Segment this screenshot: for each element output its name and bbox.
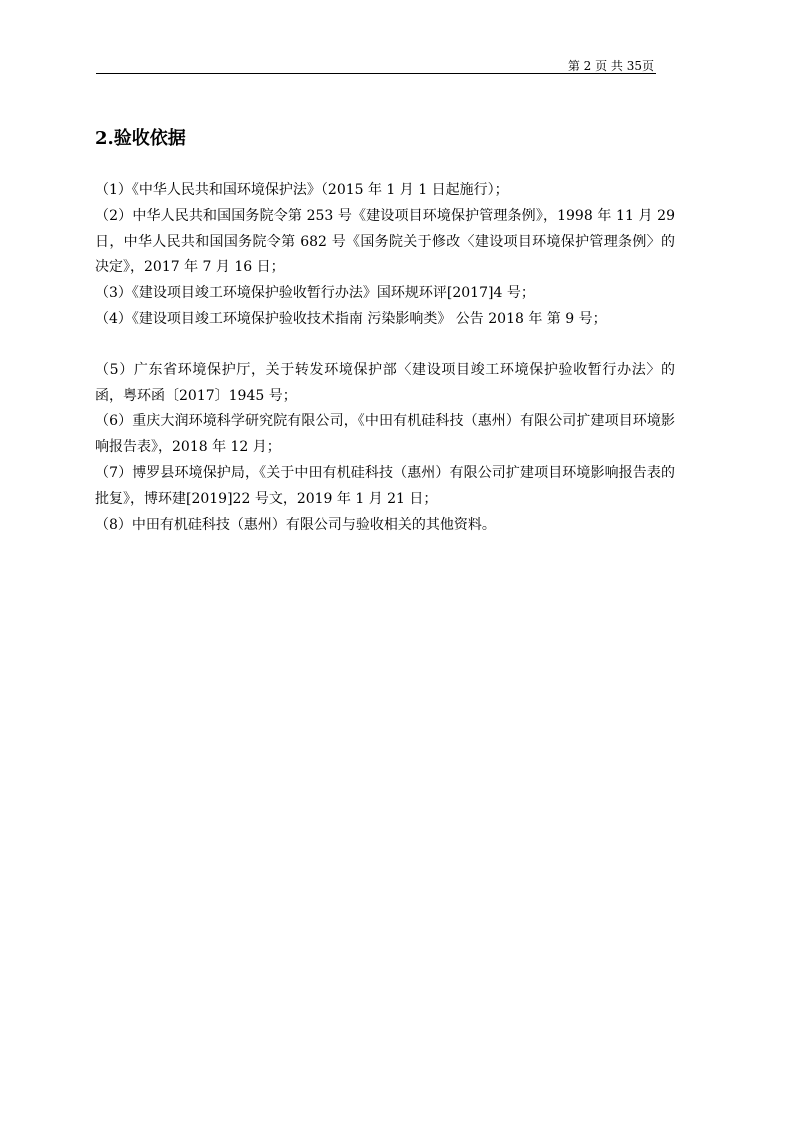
basis-item-5: （5）广东省环境保护厅，关于转发环境保护部〈建设项目竣工环境保护验收暂行办法〉的函，粤环函〔2017〕1945 号； <box>95 361 675 404</box>
basis-item-7: （7）博罗县环境保护局，《关于中田有机硅科技（惠州）有限公司扩建项目环境影响报告表的批复》，博环建[2019]22 号文，2019 年 1 月 21 日； <box>95 464 675 507</box>
acceptance-basis-list <box>95 178 675 538</box>
section-title: 2.验收依据 <box>95 128 186 149</box>
basis-item-2: （2）中华人民共和国国务院令第 253 号《建设项目环境保护管理条例》，1998 年 11 月 29 日，中华人民共和国国务院令第 682 号《国务院关于修改〈建设项目环境保护管理条例〉的决定》，2017 年 7 月 16 日； <box>95 207 675 276</box>
basis-item-6: （6）重庆大润环境科学研究院有限公司，《中田有机硅科技（惠州）有限公司扩建项目环境影响报告表》，2018 年 12 月； <box>95 413 675 456</box>
header-divider <box>96 73 656 74</box>
paragraph-gap <box>95 333 675 358</box>
basis-item-1: （1）《中华人民共和国环境保护法》（2015 年 1 月 1 日起施行）； <box>95 182 509 198</box>
page-number-header: 第 2 页 共 35页 <box>567 59 654 73</box>
basis-item-4: （4）《建设项目竣工环境保护验收技术指南 污染影响类》 公告 2018 年 第 9 号； <box>95 310 607 327</box>
basis-item-3: （3）《建设项目竣工环境保护验收暂行办法》国环规环评[2017]4 号； <box>95 285 535 302</box>
basis-item-8: （8）中田有机硅科技（惠州）有限公司与验收相关的其他资料。 <box>95 516 496 533</box>
